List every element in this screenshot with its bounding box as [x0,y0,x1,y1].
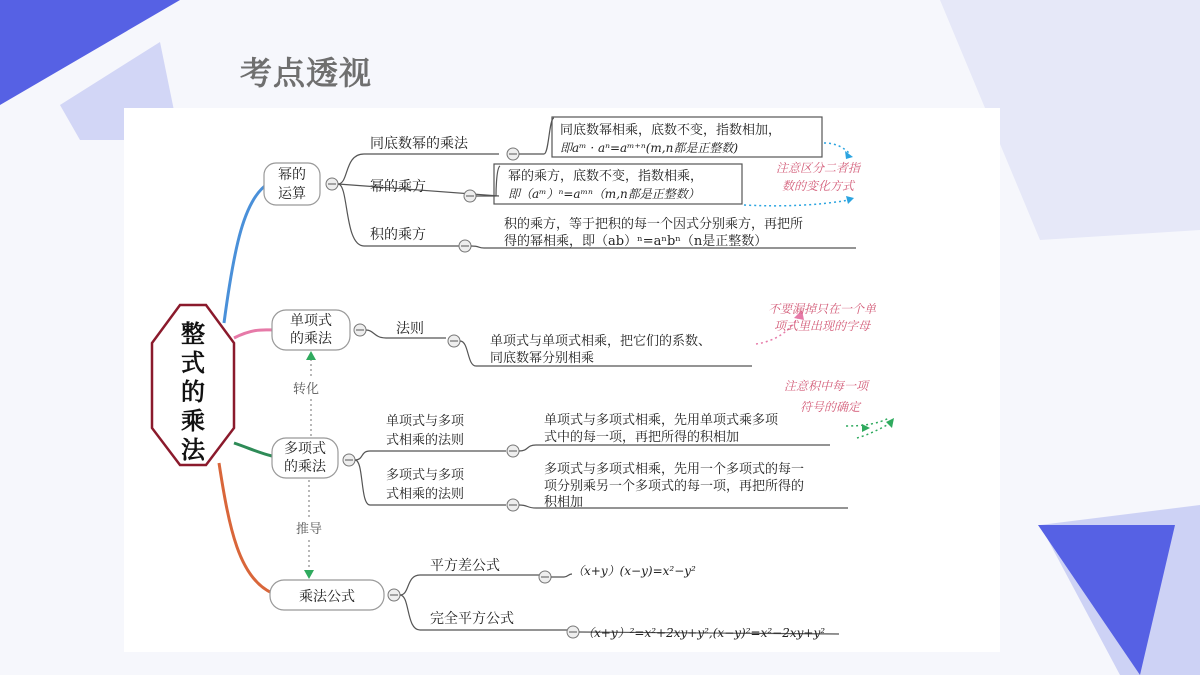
svg-text:式相乘的法则: 式相乘的法则 [386,487,465,502]
relation-convert: 转化 [292,382,320,397]
item-same-base-mult: 同底数幂的乘法 [370,136,468,152]
svg-text:乘法公式: 乘法公式 [299,589,355,605]
page-title: 考点透视 [240,54,373,92]
svg-text:同底数幂相乘，底数不变，指数相加，: 同底数幂相乘，底数不变，指数相加， [560,123,782,138]
svg-text:的乘法: 的乘法 [284,459,326,475]
svg-text:多项式与多项式相乘，先用一个多项式的每一: 多项式与多项式相乘，先用一个多项式的每一 [544,462,805,477]
mindmap [124,108,1000,652]
svg-text:多项式: 多项式 [284,441,326,457]
branch-curve-mono [234,330,274,338]
svg-text:项式里出现的字母: 项式里出现的字母 [774,319,871,333]
item-diff-squares: 平方差公式 [430,558,500,574]
svg-text:同底数幂分别相乘: 同底数幂分别相乘 [490,351,595,366]
item-mono-poly-rule: 单项式与多项 [386,414,465,429]
svg-text:积相加: 积相加 [544,495,584,510]
branch-curve-power [224,183,269,323]
note-power: 注意区分二者指 [776,161,861,175]
branch-curve-formula [219,463,272,593]
svg-text:幂的: 幂的 [278,167,306,183]
root-char: 整 [181,320,205,348]
note-monomial: 不要漏掉只在一个单 [768,302,877,316]
node-monomial-mult [272,310,350,350]
svg-text:单项式与多项式相乘，先用单项式乘多项: 单项式与多项式相乘，先用单项式乘多项 [544,413,779,428]
node-polynomial-mult [272,438,338,478]
formula-perfect-square: （x+y）²=x²+2xy+y²,(x−y)²=x²−2xy+y² [582,626,826,640]
svg-text:式中的每一项，再把所得的积相加: 式中的每一项，再把所得的积相加 [544,430,740,445]
item-perfect-square: 完全平方公式 [430,611,514,627]
note-polynomial: 注意积中每一项 [784,379,869,393]
svg-text:即aᵐ · aⁿ=aᵐ⁺ⁿ(m,n都是正整数): 即aᵐ · aⁿ=aᵐ⁺ⁿ(m,n都是正整数) [560,141,739,155]
mindmap-board [124,108,1000,652]
svg-text:单项式与单项式相乘，把它们的系数、: 单项式与单项式相乘，把它们的系数、 [490,334,712,349]
root-char: 乘 [181,407,205,435]
svg-text:单项式: 单项式 [290,313,332,329]
svg-text:的乘法: 的乘法 [290,331,332,347]
relation-derive: 推导 [295,522,323,537]
item-poly-poly-rule: 多项式与多项 [386,468,465,483]
node-mult-formula [270,580,384,610]
svg-text:运算: 运算 [278,186,306,202]
root-node [152,305,234,465]
item-power-of-product: 积的乘方 [370,227,426,243]
branch-curve-poly [234,443,272,456]
root-char: 法 [181,436,205,464]
formula-diff-squares: （x+y）(x−y)=x²−y² [572,564,696,578]
svg-text:项分别乘另一个多项式的每一项，再把所得的: 项分别乘另一个多项式的每一项，再把所得的 [544,479,805,494]
svg-text:积的乘方，等于把积的每一个因式分别乘方，再把所: 积的乘方，等于把积的每一个因式分别乘方，再把所 [504,217,804,232]
root-char: 的 [181,378,205,406]
svg-text:即（aᵐ）ⁿ=aᵐⁿ（m,n都是正整数）: 即（aᵐ）ⁿ=aᵐⁿ（m,n都是正整数） [508,187,700,201]
svg-text:符号的确定: 符号的确定 [800,400,861,414]
item-rule: 法则 [396,321,424,337]
svg-text:得的幂相乘，即（ab）ⁿ=aⁿbⁿ（n是正整数）: 得的幂相乘，即（ab）ⁿ=aⁿbⁿ（n是正整数） [504,234,768,249]
svg-text:数的变化方式: 数的变化方式 [782,179,855,193]
item-power-of-power: 幂的乘方 [370,179,426,195]
decoration-bottom-right [1000,505,1200,675]
svg-text:幂的乘方，底数不变，指数相乘，: 幂的乘方，底数不变，指数相乘， [508,169,704,184]
node-power-ops [264,163,320,205]
root-char: 式 [181,349,205,377]
svg-text:式相乘的法则: 式相乘的法则 [386,433,465,448]
